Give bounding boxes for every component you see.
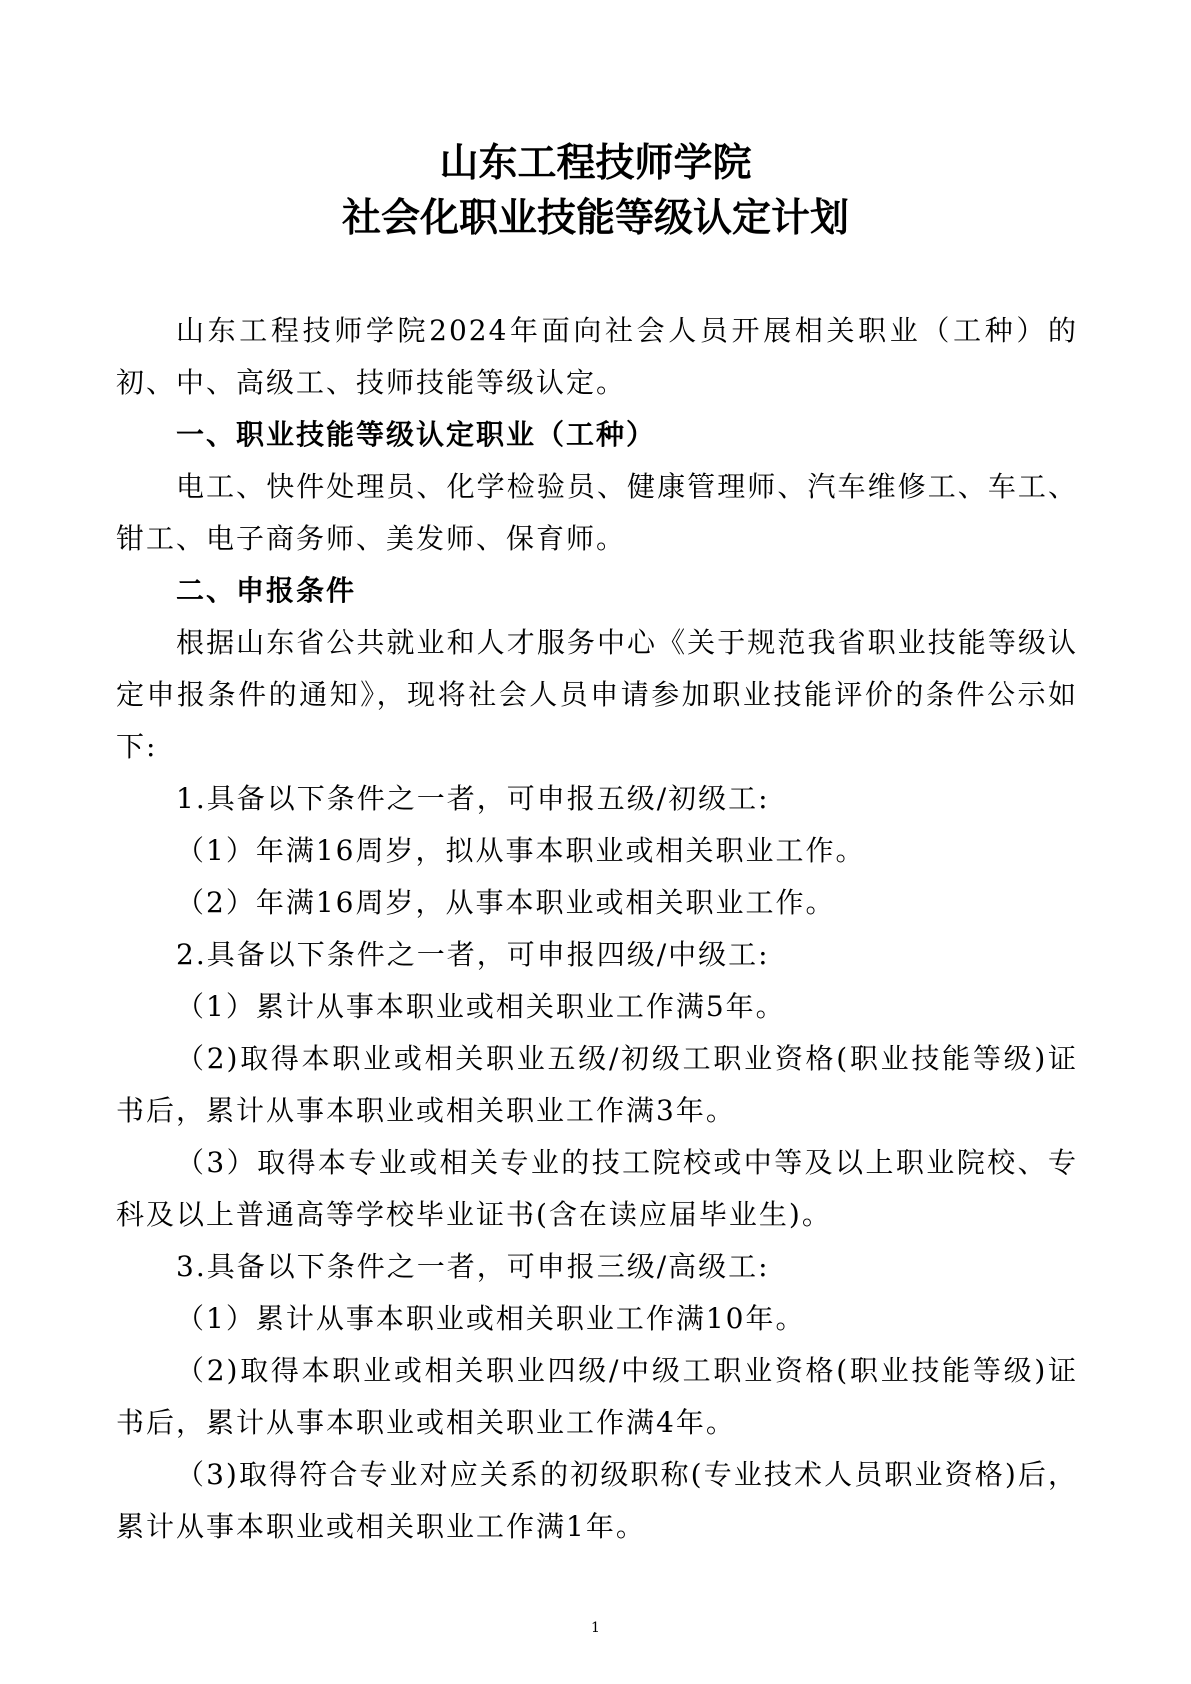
level4-heading: 2.具备以下条件之一者，可申报四级/中级工: — [176, 938, 770, 971]
level5-heading: 1.具备以下条件之一者，可申报五级/初级工: — [176, 782, 770, 815]
occupation-list-paragraph: 电工、快件处理员、化学检验员、健康管理师、汽车维修工、车工、钳工、电子商务师、美发师、保育师。 — [116, 470, 1078, 555]
document-body — [116, 305, 1078, 1553]
level3-heading: 3.具备以下条件之一者，可申报三级/高级工: — [176, 1250, 770, 1283]
document-title-line2: 社会化职业技能等级认定计划 — [341, 196, 849, 241]
level4-condition-2: （2)取得本职业或相关职业五级/初级工职业资格(职业技能等级)证书后，累计从事本职业或相关职业工作满3年。 — [116, 1042, 1078, 1127]
level4-condition-3: （3）取得本专业或相关专业的技工院校或中等及以上职业院校、专科及以上普通高等学校毕业证书(含在读应届毕业生)。 — [116, 1146, 1078, 1231]
level4-condition-1: （1）累计从事本职业或相关职业工作满5年。 — [176, 990, 786, 1023]
level5-condition-2: （2）年满16周岁，从事本职业或相关职业工作。 — [176, 886, 836, 919]
level5-condition-1: （1）年满16周岁，拟从事本职业或相关职业工作。 — [176, 834, 866, 867]
level3-condition-2: （2)取得本职业或相关职业四级/中级工职业资格(职业技能等级)证书后，累计从事本职业或相关职业工作满4年。 — [116, 1354, 1078, 1439]
section-heading-conditions: 二、申报条件 — [176, 574, 357, 607]
document-title-line1: 山东工程技师学院 — [439, 141, 752, 186]
conditions-intro-paragraph: 根据山东省公共就业和人才服务中心《关于规范我省职业技能等级认定申报条件的通知》，现将社会人员申请参加职业技能评价的条件公示如下: — [116, 626, 1078, 763]
level3-condition-3: （3)取得符合专业对应关系的初级职称(专业技术人员职业资格)后，累计从事本职业或相关职业工作满1年。 — [116, 1458, 1078, 1543]
page-number: 1 — [591, 1620, 600, 1636]
level3-condition-1: （1）累计从事本职业或相关职业工作满10年。 — [176, 1302, 806, 1335]
intro-paragraph: 山东工程技师学院2024年面向社会人员开展相关职业（工种）的初、中、高级工、技师技能等级认定。 — [116, 314, 1078, 399]
section-heading-occupations: 一、职业技能等级认定职业（工种） — [176, 418, 657, 451]
